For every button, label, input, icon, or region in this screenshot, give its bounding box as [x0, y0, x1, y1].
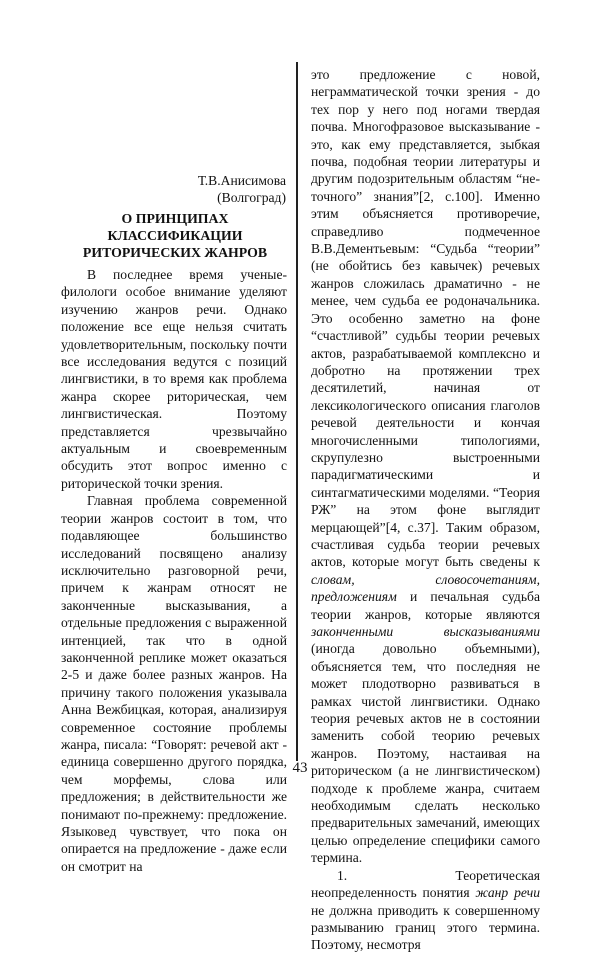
text-run: не должна приводить к совершенному размыванию границ этого термина. Поэтому, несмотря — [311, 902, 540, 953]
title-line: КЛАССИФИКАЦИИ — [107, 228, 243, 243]
italic-run: словам, словосочетаниям, предложениям — [311, 571, 540, 605]
article-title — [60, 210, 290, 261]
right-column — [311, 66, 540, 954]
paragraph — [311, 867, 540, 954]
author-name: Т.В.Анисимова — [197, 173, 286, 188]
text-run: (иногда довольно объемными), объясняется тем, что последняя не может плодотворно развиваться в рамках чистой лингвистики. Однако теория речевых актов не в состоянии заменить собой теорию речевых жанров. Поэтому, настаивая на риторическом (а не лингвистическом) подходе к проблеме жанра, считаем необходимым сделать несколько предварительных замечаний, имеющих целью определение специфики самого термина. — [311, 641, 540, 866]
paragraph — [311, 66, 540, 867]
paragraph: В последнее время ученые-филологи особое внимание уделяют изучению жанров речи. Однако положение все еще нельзя считать удовлетворительным, поскольку почти все исследования ведутся с позиций лингвистики, в то время как проблема жанра скорее риторическая, чем лингвистическая. Поэтому представляется чрезвычайно актуальным и своевременным обсудить этот вопрос именно с риторической точки зрения. — [61, 267, 287, 491]
page-number: 43 — [292, 760, 308, 776]
author-city: (Волгоград) — [217, 190, 286, 206]
paragraph: Главная проблема современной теории жанров состоит в том, что подавляющее большинство исследований посвящено анализу исключительно разговорной речи, причем к жанрам относят не законченные высказывания, а отдельные предложения с выраженной интенцией, так что в одной законченной реплике может оказаться 2-5 и даже более разных жанров. На причину такого положения указывала Анна Вежбицкая, которая, анализируя современное состояние проблемы жанра, писала: “Говорят: речевой акт - единица совершенно другого порядка, чем морфемы, слова или предложения; в действительности же понимают по-прежнему: предложение. Языковед чувствует, что пока он опирается на предложение - даже если он смотрит на — [61, 493, 287, 874]
left-column — [61, 266, 287, 875]
column-divider — [296, 62, 298, 761]
italic-run: законченными высказываниями — [311, 624, 540, 639]
title-line: РИТОРИЧЕСКИХ ЖАНРОВ — [82, 245, 268, 260]
text-run: 1. Теоретическая неопределенность понятия — [311, 867, 540, 901]
text-run: и печальная судьба теории жанров, которые являются — [311, 589, 540, 622]
title-line: О ПРИНЦИПАХ — [121, 211, 229, 226]
text-run: это предложение с новой, неграмматической точки зрения - до тех пор у него под ногами твердая почва. Многофразовое высказывание - это, как ему представляется, зыбкая почва, подобная теории литературы и другим подозрительным областям “не-точного” знания”[2, с.100]. Именно этим объясняется противоречие, справедливо подмеченное В.В.Дементьевым: “Судьба “теории” (не обойтись без кавычек) речевых жанров сложилась драматично - не менее, чем судьба ее родоначальника. Это особенно заметно на фоне “счастливой” судьбы теории речевых актов, разрабатываемой комплексно и добротно на протяжении трех десятилетий, начиная от лексикологического описания глаголов речевой деятельности и кончая многочисленными типологиями, скрупулезно выстроенными парадигматическими и синтагматическими моделями. “Теория РЖ” на этом фоне выглядит мерцающей”[4, с.37]. Таким образом, счастливая судьба теории речевых актов, которые могут быть сведены к — [311, 67, 540, 570]
author-block — [198, 172, 286, 207]
italic-run: жанр речи — [475, 885, 540, 901]
